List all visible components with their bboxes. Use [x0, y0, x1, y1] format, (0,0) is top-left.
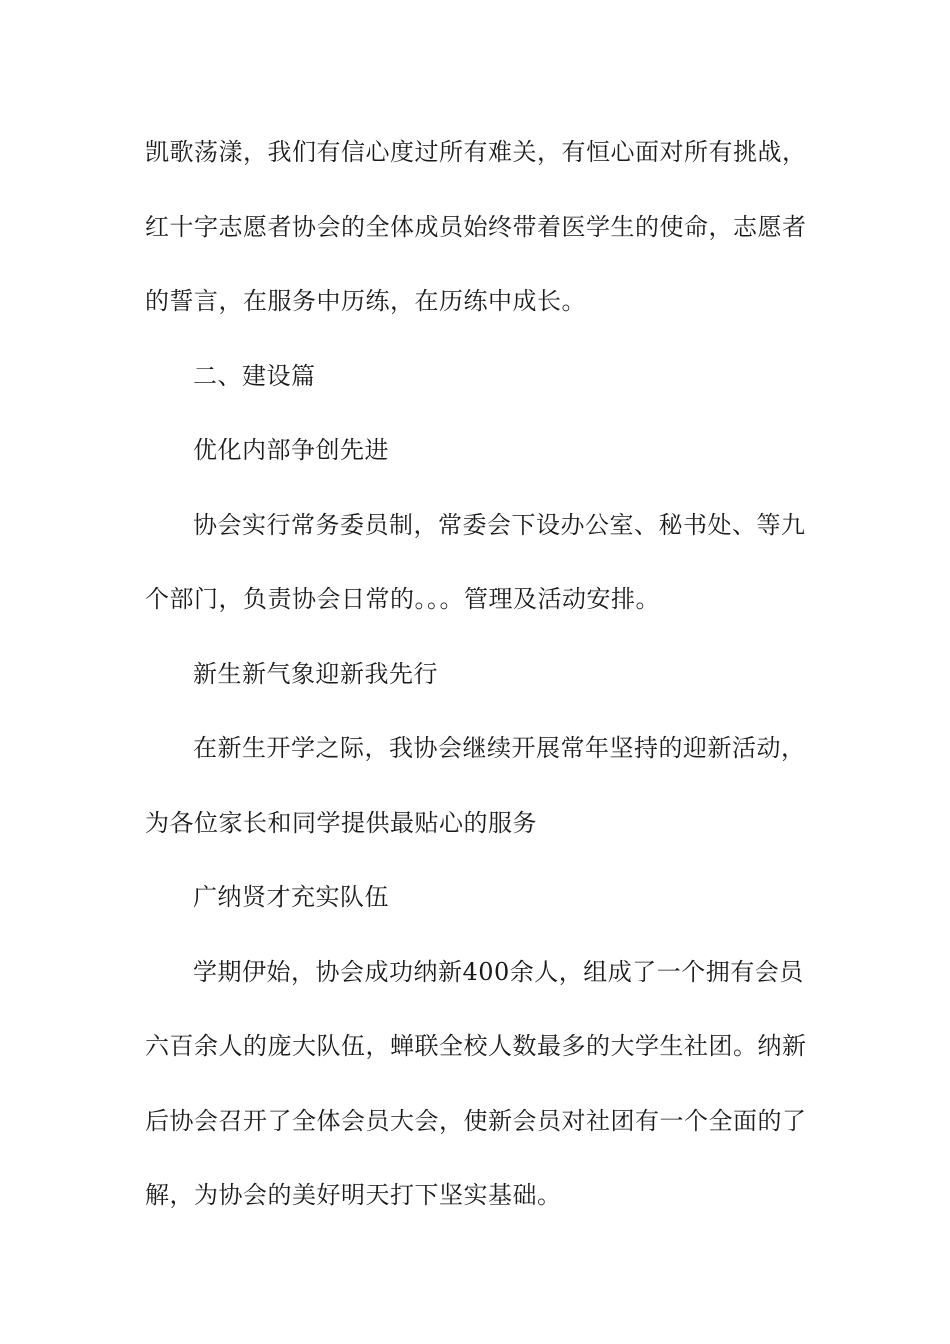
paragraph-line: 在新生开学之际，我协会继续开展常年坚持的迎新活动， — [193, 734, 806, 762]
paragraph-line: 的誓言，在服务中历练，在历练中成长。 — [145, 287, 586, 315]
document-body — [145, 128, 810, 1246]
paragraph-line: 学期伊始，协会成功纳新400余人，组成了一个拥有会员 — [193, 957, 804, 986]
subsection-heading: 广纳贤才充实队伍 — [193, 883, 389, 911]
paragraph-line: 凯歌荡漾，我们有信心度过所有难关，有恒心面对所有挑战， — [145, 138, 807, 166]
paragraph-line: 个部门，负责协会日常的。。。管理及活动安排。 — [145, 585, 660, 613]
paragraph-line: 解，为协会的美好明天打下坚实基础。 — [145, 1181, 562, 1209]
subsection-heading: 优化内部争创先进 — [193, 436, 389, 464]
paragraph-line: 协会实行常务委员制，常委会下设办公室、秘书处、等九 — [193, 510, 806, 539]
paragraph-line: 后协会召开了全体会员大会，使新会员对社团有一个全面的了 — [145, 1106, 807, 1135]
paragraph-line: 六百余人的庞大队伍，蝉联全校人数最多的大学生社团。纳新 — [145, 1032, 807, 1060]
section-heading: 二、建设篇 — [193, 361, 316, 390]
paragraph-line: 为各位家长和同学提供最贴心的服务 — [145, 808, 537, 837]
paragraph-line: 红十字志愿者协会的全体成员始终带着医学生的使命，志愿者 — [145, 212, 807, 241]
subsection-heading: 新生新气象迎新我先行 — [193, 659, 438, 688]
